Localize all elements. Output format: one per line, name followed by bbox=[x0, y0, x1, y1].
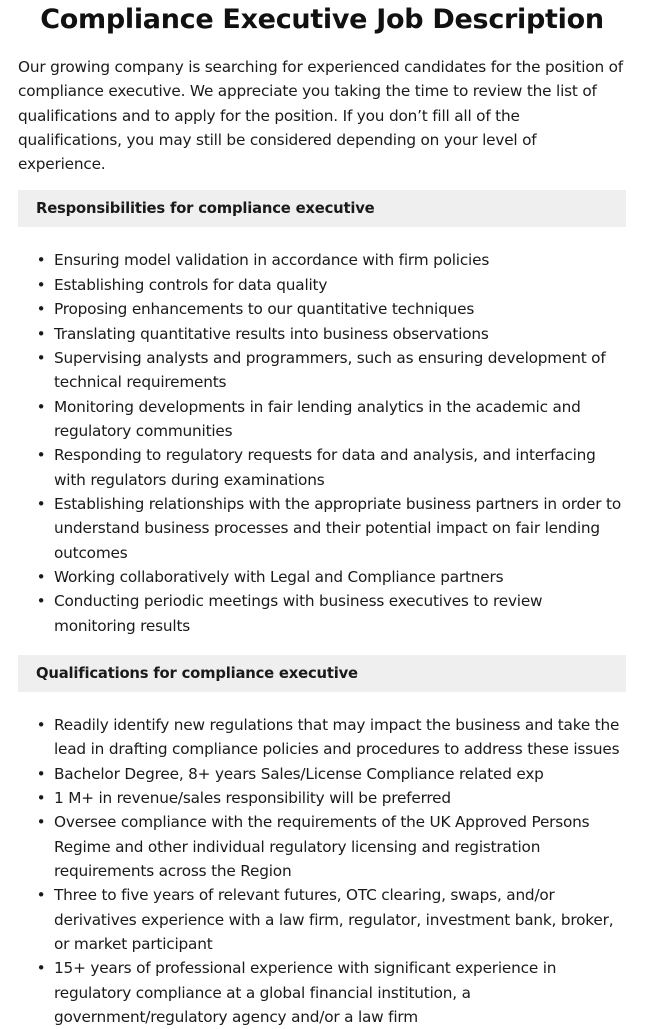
page-title: Compliance Executive Job Description bbox=[40, 4, 604, 35]
list-item: • Supervising analysts and programmers, such as ensuring development of technical requirements bbox=[18, 346, 626, 395]
qualifications-heading: Qualifications for compliance executive bbox=[18, 655, 626, 692]
responsibilities-heading: Responsibilities for compliance executive bbox=[18, 190, 626, 227]
bullet-icon: • bbox=[36, 300, 46, 319]
list-item: • Translating quantitative results into business observations bbox=[18, 322, 626, 346]
bullet-icon: • bbox=[36, 446, 46, 465]
intro-paragraph: Our growing company is searching for experienced candidates for the position of compliance executive. We appreciate you taking the time to review the list of qualifications and to apply for the position. If you don’t fill all of the qualifications, you may still be considered depending on your level of experience. bbox=[18, 58, 623, 174]
bullet-icon: • bbox=[36, 275, 46, 294]
list-item: • Responding to regulatory requests for data and analysis, and interfacing with regulators during examinations bbox=[18, 443, 626, 492]
list-item: • 15+ years of professional experience with significant experience in regulatory compliance at a global financial institution, a government/regulatory agency and/or a law firm bbox=[18, 956, 626, 1029]
bullet-icon: • bbox=[36, 494, 46, 513]
bullet-icon: • bbox=[36, 251, 46, 270]
list-item: • Bachelor Degree, 8+ years Sales/License Compliance related exp bbox=[18, 762, 626, 786]
bullet-icon: • bbox=[36, 789, 46, 808]
bullet-icon: • bbox=[36, 715, 46, 734]
bullet-icon: • bbox=[36, 592, 46, 611]
bullet-icon: • bbox=[36, 397, 46, 416]
bullet-icon: • bbox=[36, 813, 46, 832]
responsibilities-list bbox=[18, 248, 626, 638]
bullet-icon: • bbox=[36, 959, 46, 978]
list-item: • Proposing enhancements to our quantitative techniques bbox=[18, 297, 626, 321]
list-item: • Establishing relationships with the appropriate business partners in order to understand business processes and their potential impact on fair lending outcomes bbox=[18, 492, 626, 565]
list-item: • 1 M+ in revenue/sales responsibility will be preferred bbox=[18, 786, 626, 810]
bullet-icon: • bbox=[36, 567, 46, 586]
list-item: • Working collaboratively with Legal and Compliance partners bbox=[18, 565, 626, 589]
list-item: • Ensuring model validation in accordance with firm policies bbox=[18, 248, 626, 272]
list-item: • Conducting periodic meetings with business executives to review monitoring results bbox=[18, 589, 626, 638]
list-item: • Establishing controls for data quality bbox=[18, 273, 626, 297]
list-item: • Three to five years of relevant futures, OTC clearing, swaps, and/or derivatives experience with a law firm, regulator, investment bank, broker, or market participant bbox=[18, 883, 626, 956]
bullet-icon: • bbox=[36, 764, 46, 783]
bullet-icon: • bbox=[36, 324, 46, 343]
bullet-icon: • bbox=[36, 886, 46, 905]
bullet-icon: • bbox=[36, 348, 46, 367]
list-item: • Oversee compliance with the requirements of the UK Approved Persons Regime and other individual regulatory licensing and registration requirements across the Region bbox=[18, 810, 626, 883]
qualifications-list bbox=[18, 713, 626, 1029]
list-item: • Monitoring developments in fair lending analytics in the academic and regulatory communities bbox=[18, 395, 626, 444]
list-item: • Readily identify new regulations that may impact the business and take the lead in drafting compliance policies and procedures to address these issues bbox=[18, 713, 626, 762]
